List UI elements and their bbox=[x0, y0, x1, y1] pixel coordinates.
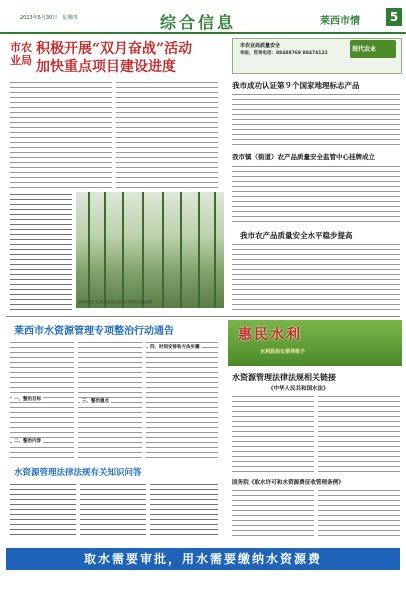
greenhouse-photo bbox=[76, 192, 224, 308]
knowledge-col-3 bbox=[150, 482, 218, 538]
right-article-1-body bbox=[232, 92, 400, 148]
knowledge-col-1 bbox=[10, 482, 76, 538]
right-article-3-title: 我市农产品质量安全水平稳步提高 bbox=[240, 231, 353, 240]
ad-slogan: 现代农业 bbox=[352, 46, 377, 53]
notice-subhead-2: 二、整治内容 bbox=[14, 439, 41, 444]
header-rule bbox=[0, 32, 406, 34]
section-divider bbox=[6, 316, 400, 317]
footer-slogan: 取水需要审批，用水需要缴纳水资源费 bbox=[6, 548, 400, 570]
ad-line-2: 举报、咨询电话：88488769 88474122 bbox=[240, 51, 328, 56]
law-col-2 bbox=[318, 394, 400, 474]
law-link-sub: 《中华人民共和国水法》 bbox=[268, 386, 329, 392]
notice-subhead-1: 一、整治目标 bbox=[14, 397, 41, 402]
article-body-col-1 bbox=[10, 80, 112, 190]
regulation-title: 国务院《取水许可和水资源费征收管理条例》 bbox=[232, 480, 344, 486]
banner-title: 惠民水利 bbox=[238, 327, 302, 343]
reg-col-1 bbox=[232, 488, 314, 538]
right-article-2-title: 我市镇（街道）农产品质量安全监管中心挂牌成立 bbox=[232, 153, 375, 161]
photo-caption: 莱西市现代农业示范园区里的生态观光采摘大棚 bbox=[78, 300, 152, 304]
headline-line-2: 加快重点项目建设进度 bbox=[36, 59, 176, 75]
section-title: 综合信息 bbox=[160, 13, 237, 32]
headline-line-1: 积极开展“双月奋战”活动 bbox=[36, 41, 193, 57]
right-article-3-body bbox=[232, 242, 400, 312]
issue-date: 2013年5月30日 星期四 bbox=[20, 15, 78, 21]
knowledge-col-2 bbox=[80, 482, 146, 538]
law-link-title: 水资源管理法律法规相关链接 bbox=[232, 373, 336, 382]
article-body-col-2 bbox=[116, 80, 218, 190]
ad-line-1: 市农业局质量安全 bbox=[240, 43, 281, 49]
notice-subhead-3: 三、整治重点 bbox=[82, 399, 109, 404]
paper-name: 莱西市情 bbox=[320, 16, 360, 27]
page-number: 5 bbox=[386, 8, 402, 26]
right-article-2-body bbox=[232, 164, 400, 226]
water-notice-col-3 bbox=[146, 340, 218, 460]
notice-subhead-4: 四、时间安排和方法步骤 bbox=[150, 345, 200, 350]
knowledge-title: 水资源管理法律法规有关知识问答 bbox=[14, 468, 142, 478]
article-body-col-3 bbox=[10, 192, 72, 310]
reg-col-2 bbox=[318, 488, 400, 538]
law-col-1 bbox=[232, 394, 314, 474]
kicker-2: 业局 bbox=[10, 54, 32, 67]
water-notice-title: 莱西市水资源管理专项整治行动通告 bbox=[14, 326, 174, 337]
banner-sub: 水利局局长领导班子 bbox=[260, 349, 306, 355]
kicker-1: 市农 bbox=[10, 41, 32, 54]
right-article-1-title: 我市成功认证第９个国家地理标志产品 bbox=[232, 81, 360, 90]
